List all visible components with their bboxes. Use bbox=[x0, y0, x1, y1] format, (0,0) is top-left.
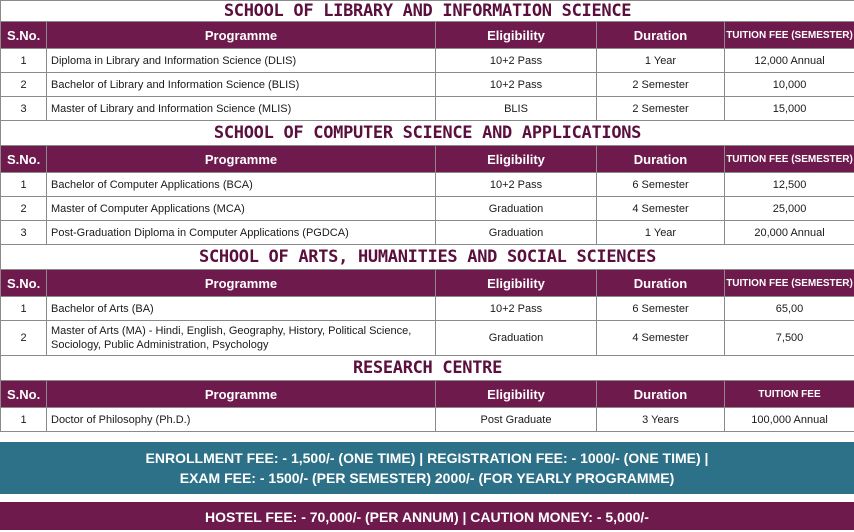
exam-fee: EXAM FEE: - 1500/- (PER SEMESTER) 2000/- (FOR YEARLY PROGRAMME) bbox=[0, 468, 854, 488]
col-duration: Duration bbox=[597, 270, 725, 297]
col-eligibility: Eligibility bbox=[436, 381, 597, 408]
cell-sno: 3 bbox=[1, 221, 47, 245]
hostel-caution-fee: HOSTEL FEE: - 70,000/- (PER ANNUM) | CAUTION MONEY: - 5,000/- bbox=[205, 509, 649, 525]
school-header bbox=[1, 1, 854, 22]
banner-divider bbox=[0, 494, 854, 502]
col-duration: Duration bbox=[597, 381, 725, 408]
cell-eligibility: Post Graduate bbox=[436, 408, 597, 432]
hostel-fee-banner bbox=[0, 502, 854, 530]
col-eligibility: Eligibility bbox=[436, 270, 597, 297]
cell-programme: Master of Library and Information Science (MLIS) bbox=[47, 97, 436, 121]
cell-eligibility: 10+2 Pass bbox=[436, 73, 597, 97]
col-duration: Duration bbox=[597, 146, 725, 173]
col-fee: TUITION FEE (SEMESTER) bbox=[725, 270, 854, 297]
table-row bbox=[1, 73, 854, 97]
cell-fee: 12,000 Annual bbox=[725, 49, 854, 73]
cell-programme: Bachelor of Computer Applications (BCA) bbox=[47, 173, 436, 197]
cell-sno: 2 bbox=[1, 197, 47, 221]
cell-duration: 6 Semester bbox=[597, 297, 725, 321]
school-title: SCHOOL OF LIBRARY AND INFORMATION SCIENCE bbox=[1, 1, 854, 22]
cell-fee: 7,500 bbox=[725, 321, 854, 356]
column-header-row bbox=[1, 270, 854, 297]
cell-eligibility: Graduation bbox=[436, 197, 597, 221]
cell-eligibility: 10+2 Pass bbox=[436, 49, 597, 73]
cell-duration: 3 Years bbox=[597, 408, 725, 432]
cell-fee: 15,000 bbox=[725, 97, 854, 121]
col-programme: Programme bbox=[47, 381, 436, 408]
col-eligibility: Eligibility bbox=[436, 146, 597, 173]
cell-fee: 12,500 bbox=[725, 173, 854, 197]
cell-eligibility: Graduation bbox=[436, 221, 597, 245]
cell-programme: Master of Computer Applications (MCA) bbox=[47, 197, 436, 221]
table-row bbox=[1, 408, 854, 432]
cell-sno: 2 bbox=[1, 321, 47, 356]
table-row bbox=[1, 321, 854, 356]
col-fee: TUITION FEE bbox=[725, 381, 854, 408]
cell-duration: 2 Semester bbox=[597, 97, 725, 121]
table-row bbox=[1, 221, 854, 245]
col-sno: S.No. bbox=[1, 381, 47, 408]
col-sno: S.No. bbox=[1, 270, 47, 297]
cell-fee: 65,00 bbox=[725, 297, 854, 321]
cell-eligibility: 10+2 Pass bbox=[436, 173, 597, 197]
school-header bbox=[1, 121, 854, 146]
col-fee: TUITION FEE (SEMESTER) bbox=[725, 22, 854, 49]
cell-sno: 1 bbox=[1, 173, 47, 197]
school-header bbox=[1, 245, 854, 270]
column-header-row bbox=[1, 22, 854, 49]
cell-programme: Bachelor of Library and Information Science (BLIS) bbox=[47, 73, 436, 97]
school-title: SCHOOL OF ARTS, HUMANITIES AND SOCIAL SCIENCES bbox=[1, 245, 854, 270]
cell-duration: 4 Semester bbox=[597, 321, 725, 356]
cell-programme: Doctor of Philosophy (Ph.D.) bbox=[47, 408, 436, 432]
cell-eligibility: 10+2 Pass bbox=[436, 297, 597, 321]
table-row bbox=[1, 97, 854, 121]
cell-programme: Bachelor of Arts (BA) bbox=[47, 297, 436, 321]
enrollment-registration-fee: ENROLLMENT FEE: - 1,500/- (ONE TIME) | REGISTRATION FEE: - 1000/- (ONE TIME) | bbox=[0, 448, 854, 468]
cell-duration: 2 Semester bbox=[597, 73, 725, 97]
cell-eligibility: Graduation bbox=[436, 321, 597, 356]
cell-fee: 25,000 bbox=[725, 197, 854, 221]
cell-programme: Post-Graduation Diploma in Computer Applications (PGDCA) bbox=[47, 221, 436, 245]
cell-sno: 1 bbox=[1, 297, 47, 321]
cell-programme: Master of Arts (MA) - Hindi, English, Geography, History, Political Science, Sociology, Public Administration, Psychology bbox=[47, 321, 436, 356]
col-fee: TUITION FEE (SEMESTER) bbox=[725, 146, 854, 173]
general-fees-banner bbox=[0, 442, 854, 494]
col-programme: Programme bbox=[47, 22, 436, 49]
cell-fee: 20,000 Annual bbox=[725, 221, 854, 245]
col-eligibility: Eligibility bbox=[436, 22, 597, 49]
cell-sno: 3 bbox=[1, 97, 47, 121]
cell-duration: 6 Semester bbox=[597, 173, 725, 197]
column-header-row bbox=[1, 146, 854, 173]
cell-fee: 10,000 bbox=[725, 73, 854, 97]
table-row bbox=[1, 297, 854, 321]
cell-eligibility: BLIS bbox=[436, 97, 597, 121]
cell-duration: 4 Semester bbox=[597, 197, 725, 221]
cell-sno: 1 bbox=[1, 408, 47, 432]
cell-sno: 1 bbox=[1, 49, 47, 73]
school-title: RESEARCH CENTRE bbox=[1, 356, 854, 381]
col-programme: Programme bbox=[47, 270, 436, 297]
school-header bbox=[1, 356, 854, 381]
col-duration: Duration bbox=[597, 22, 725, 49]
cell-duration: 1 Year bbox=[597, 221, 725, 245]
cell-programme: Diploma in Library and Information Science (DLIS) bbox=[47, 49, 436, 73]
column-header-row bbox=[1, 381, 854, 408]
col-programme: Programme bbox=[47, 146, 436, 173]
school-title: SCHOOL OF COMPUTER SCIENCE AND APPLICATIONS bbox=[1, 121, 854, 146]
cell-sno: 2 bbox=[1, 73, 47, 97]
col-sno: S.No. bbox=[1, 146, 47, 173]
table-row bbox=[1, 49, 854, 73]
cell-fee: 100,000 Annual bbox=[725, 408, 854, 432]
table-row bbox=[1, 173, 854, 197]
col-sno: S.No. bbox=[1, 22, 47, 49]
table-row bbox=[1, 197, 854, 221]
cell-duration: 1 Year bbox=[597, 49, 725, 73]
